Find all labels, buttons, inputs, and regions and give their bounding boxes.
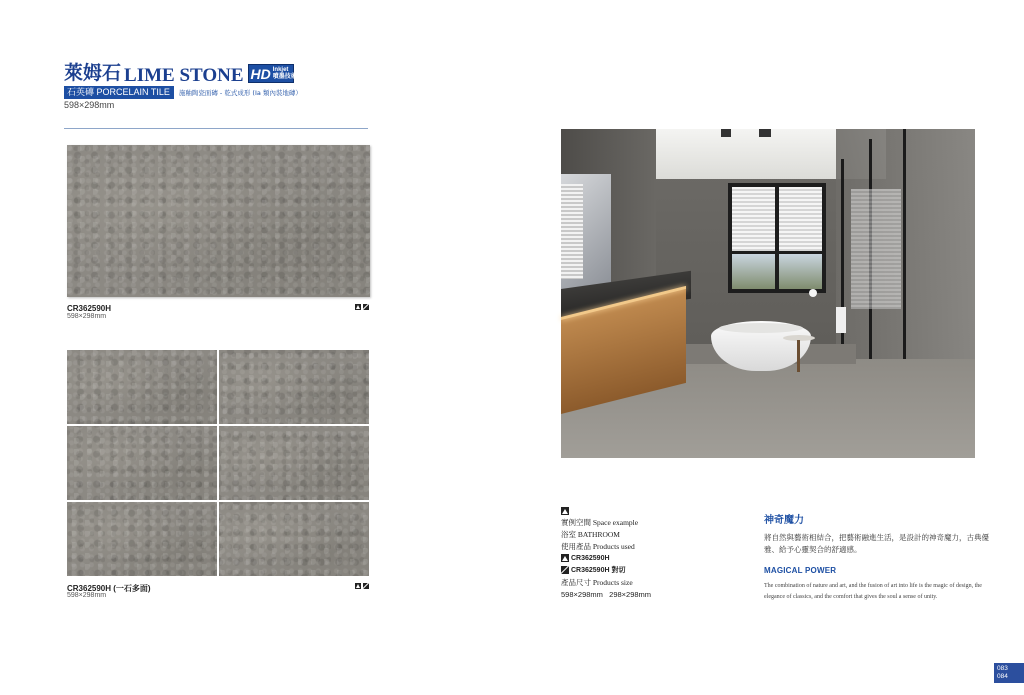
space-label: 實例空間 Space example <box>561 518 639 527</box>
logo-inkjet-block <box>273 67 297 81</box>
sizes-value: 598×298mm 298×298mm <box>561 590 652 599</box>
header-divider <box>64 128 368 129</box>
page-number-left: 083 <box>997 665 1008 672</box>
main-size: 598×298mm <box>64 100 115 110</box>
magical-power-section <box>764 511 994 603</box>
tile-type-badge: 石英磚 PORCELAIN TILE <box>64 86 174 99</box>
tile-grid-cell <box>67 502 217 576</box>
space-name: 浴室 BATHROOM <box>561 530 620 539</box>
space-example-specs <box>561 505 651 601</box>
magic-cn-body: 將自然與藝術相結合，把藝術融進生活，是設計的神奇魔力，古典優雅、給予心靈契合的舒適感。 <box>764 533 989 554</box>
cut-tile-icon <box>363 583 369 589</box>
tile-grid-cell <box>67 426 217 500</box>
product-a-row <box>561 553 651 565</box>
logo-inkjet-text: Inkjet <box>272 66 289 73</box>
product-code-multi: CR362590H (一石多面) <box>67 584 151 593</box>
magic-en-title: MAGICAL POWER <box>764 566 837 575</box>
cut-tile-icon <box>363 304 369 310</box>
logo-sub-text: 噴墨技術 <box>272 73 297 80</box>
tile-grid-cell <box>219 350 369 424</box>
full-tile-icon <box>561 554 569 562</box>
product-b: CR362590H 對切 <box>571 567 626 574</box>
tile-icons-multi <box>355 583 369 589</box>
tile-icons-single <box>355 304 369 310</box>
logo-hd-text: HD <box>250 65 271 82</box>
tile-type-row <box>64 86 302 99</box>
title-chinese: 萊姆石 <box>64 62 122 84</box>
tile-description: 施釉陶瓷面磚 - 乾式成形 (Ia 類內裝地磚） <box>178 89 302 97</box>
space-icon-row <box>561 505 651 517</box>
bathroom-photo <box>561 129 975 458</box>
tile-grid-cell <box>67 350 217 424</box>
full-tile-icon <box>355 583 361 589</box>
tile-grid-cell <box>219 426 369 500</box>
size-label: 產品尺寸 Products size <box>561 578 633 587</box>
cut-tile-icon <box>561 566 569 574</box>
magic-en-body: The combination of nature and art, and the fusion of art into life is the magic of design, the elegance of classics, and the comfort that gives the soul a sense of unity. <box>764 583 982 600</box>
magic-cn-title: 神奇魔力 <box>764 515 804 526</box>
page-number-right: 084 <box>997 673 1008 680</box>
product-size-single: 598×298mm <box>67 313 107 320</box>
tile-sample-grid <box>67 350 369 577</box>
product-b-row <box>561 565 651 577</box>
product-size-multi: 598×298mm <box>67 592 107 599</box>
product-a: CR362590H <box>571 555 610 562</box>
tile-sample-single <box>67 145 370 297</box>
tile-grid-cell <box>219 502 369 576</box>
title-english: LIME STONE <box>124 65 244 86</box>
space-icon <box>561 507 569 515</box>
full-tile-icon <box>355 304 361 310</box>
hd-inkjet-logo <box>248 64 297 83</box>
product-title <box>64 61 297 86</box>
products-label: 使用產品 Products used <box>561 542 635 551</box>
product-code-single: CR362590H <box>67 304 112 313</box>
page-number-badge <box>994 663 1024 683</box>
